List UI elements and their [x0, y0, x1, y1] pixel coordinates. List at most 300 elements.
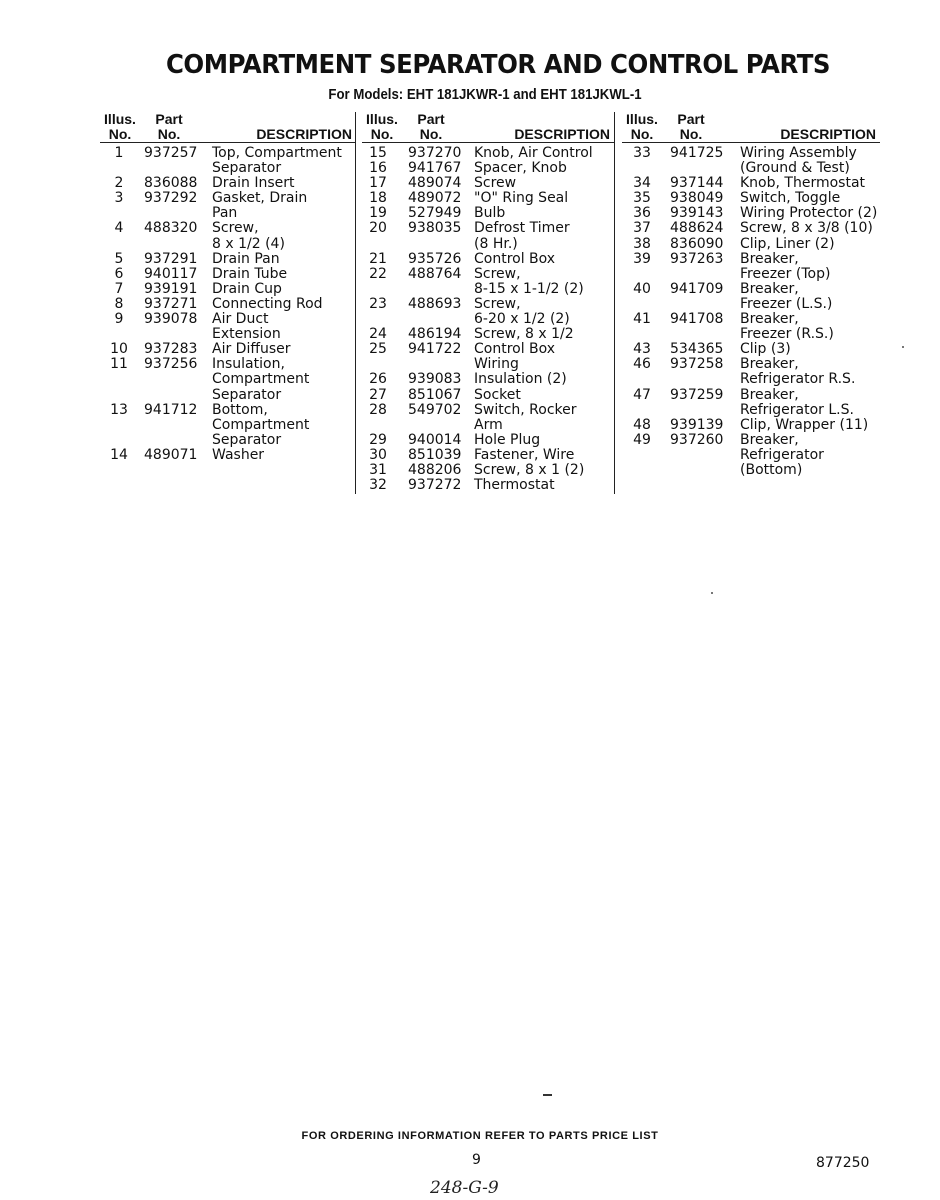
part-description: Freezer (L.S.) — [740, 295, 833, 312]
illus-number: 8 — [114, 295, 124, 312]
table-row — [622, 372, 880, 387]
illus-number: 9 — [114, 311, 124, 328]
illus-number: 49 — [633, 431, 651, 448]
part-number: 939143 — [670, 205, 724, 222]
table-row — [622, 418, 880, 433]
illus-number: 47 — [633, 386, 651, 403]
part-description: Air Diffuser — [212, 341, 291, 358]
page-title: COMPARTMENT SEPARATOR AND CONTROL PARTS — [165, 50, 831, 80]
part-number: 488693 — [408, 295, 462, 312]
part-number: 488624 — [670, 220, 724, 237]
part-number — [394, 282, 474, 297]
table-row — [362, 418, 614, 433]
table-row — [100, 206, 356, 221]
column-divider — [614, 112, 615, 494]
part-description: Drain Tube — [212, 265, 288, 282]
table-row — [100, 146, 356, 161]
table-row — [622, 312, 880, 327]
part-description: Separator — [212, 386, 282, 403]
illus-number: 11 — [110, 356, 128, 373]
table-row — [100, 448, 356, 463]
part-description: Control Box — [474, 250, 556, 267]
part-number — [662, 161, 740, 176]
part-header-line1: Part — [155, 111, 183, 127]
part-description: Refrigerator R.S. — [740, 371, 856, 388]
part-number: 941725 — [670, 145, 724, 161]
illus-header-line2: No. — [630, 126, 654, 142]
part-number: 940117 — [144, 265, 198, 282]
table-row — [100, 418, 356, 433]
illus-number: 5 — [114, 250, 124, 267]
table-row — [622, 161, 880, 176]
part-number: 486194 — [408, 326, 462, 343]
part-number — [662, 463, 740, 478]
part-number — [662, 297, 740, 312]
part-number: 488206 — [408, 461, 462, 478]
illus-number: 35 — [633, 190, 651, 207]
part-number: 937263 — [670, 250, 724, 267]
illus-number — [622, 161, 662, 176]
illus-number: 1 — [114, 145, 124, 161]
part-no-header — [140, 112, 198, 142]
table-row — [100, 176, 356, 191]
part-number — [394, 237, 474, 252]
table-row — [622, 448, 880, 463]
table-row — [362, 463, 614, 478]
column-header — [100, 108, 356, 143]
part-description: Screw — [474, 175, 517, 192]
part-number: 937257 — [144, 145, 198, 161]
table-row — [622, 252, 880, 267]
table-row — [362, 206, 614, 221]
part-number — [138, 372, 212, 387]
part-number: 489071 — [144, 446, 198, 463]
part-number: 937256 — [144, 356, 198, 373]
table-row — [362, 161, 614, 176]
part-description: Breaker, — [740, 431, 799, 448]
page-number: 9 — [472, 1152, 481, 1168]
part-header-line1: Part — [677, 111, 705, 127]
part-number: 940014 — [408, 431, 462, 448]
part-number — [138, 237, 212, 252]
table-row — [362, 357, 614, 372]
illus-number — [100, 206, 138, 221]
part-description: Clip, Wrapper (11) — [740, 416, 869, 433]
illus-number: 36 — [633, 205, 651, 222]
part-number: 937258 — [670, 356, 724, 373]
illus-number: 34 — [633, 175, 651, 192]
illus-header-line2: No. — [108, 126, 132, 142]
table-row — [362, 448, 614, 463]
part-number — [662, 327, 740, 342]
illus-number: 18 — [369, 190, 387, 207]
part-number: 937144 — [670, 175, 724, 192]
part-number: 937271 — [144, 295, 198, 312]
part-number: 488320 — [144, 220, 198, 237]
illus-number: 21 — [369, 250, 387, 267]
part-description: Gasket, Drain — [212, 190, 308, 207]
illus-no-header — [100, 112, 140, 142]
part-number: 941712 — [144, 401, 198, 418]
table-row — [100, 372, 356, 387]
part-number: 941722 — [408, 341, 462, 358]
illus-number: 14 — [110, 446, 128, 463]
illus-number: 2 — [114, 175, 124, 192]
part-header-line2: No. — [419, 126, 443, 142]
part-description: 8-15 x 1-1/2 (2) — [474, 280, 584, 297]
illus-number — [622, 267, 662, 282]
illus-header-line1: Illus. — [626, 111, 658, 127]
illus-number — [100, 327, 138, 342]
part-description: Compartment — [212, 416, 310, 433]
part-number: 527949 — [408, 205, 462, 222]
part-header-line1: Part — [417, 111, 445, 127]
illus-number — [100, 433, 138, 448]
part-description: Clip, Liner (2) — [740, 235, 835, 252]
part-number — [138, 206, 212, 221]
illus-number: 31 — [369, 461, 387, 478]
table-row — [100, 297, 356, 312]
illus-number: 16 — [369, 160, 387, 177]
part-description: (Ground & Test) — [740, 160, 850, 177]
illus-number: 32 — [369, 477, 387, 494]
part-number: 489072 — [408, 190, 462, 207]
parts-rows — [362, 146, 614, 493]
part-description: Breaker, — [740, 250, 799, 267]
column-header — [622, 108, 880, 143]
part-number — [138, 433, 212, 448]
part-description: Breaker, — [740, 280, 799, 297]
part-description: Switch, Rocker — [474, 401, 577, 418]
part-description: (Bottom) — [740, 461, 803, 478]
part-description: Arm — [474, 416, 503, 433]
illus-number: 7 — [114, 280, 124, 297]
stray-speck — [902, 346, 904, 348]
part-description: Breaker, — [740, 311, 799, 328]
table-row — [622, 403, 880, 418]
part-number: 941709 — [670, 280, 724, 297]
part-description: Socket — [474, 386, 521, 403]
illus-no-header — [362, 112, 402, 142]
table-row — [622, 327, 880, 342]
part-description: Knob, Air Control — [474, 145, 593, 161]
part-description: "O" Ring Seal — [474, 190, 569, 207]
part-description: Screw, — [474, 265, 521, 282]
illus-number: 6 — [114, 265, 124, 282]
illus-number: 40 — [633, 280, 651, 297]
illus-number: 24 — [369, 326, 387, 343]
table-row — [100, 237, 356, 252]
table-row — [100, 221, 356, 236]
part-description: Washer — [212, 446, 265, 463]
part-description: Thermostat — [474, 477, 555, 494]
part-header-line2: No. — [679, 126, 703, 142]
description-header: DESCRIPTION — [780, 126, 876, 142]
table-row — [622, 282, 880, 297]
part-number: 488764 — [408, 265, 462, 282]
table-row — [622, 388, 880, 403]
part-description: Breaker, — [740, 386, 799, 403]
illus-number: 19 — [369, 205, 387, 222]
part-description: Separator — [212, 431, 282, 448]
table-row — [100, 403, 356, 418]
table-row — [362, 176, 614, 191]
illus-number: 29 — [369, 431, 387, 448]
illus-number — [622, 327, 662, 342]
part-header-line2: No. — [157, 126, 181, 142]
part-description: Spacer, Knob — [474, 160, 567, 177]
part-description: Screw, — [474, 295, 521, 312]
table-row — [622, 191, 880, 206]
part-number — [394, 312, 474, 327]
part-number: 937291 — [144, 250, 198, 267]
table-row — [362, 372, 614, 387]
description-header: DESCRIPTION — [514, 126, 610, 142]
part-no-header — [662, 112, 720, 142]
stray-speck — [711, 592, 713, 594]
table-row — [362, 237, 614, 252]
illus-number: 22 — [369, 265, 387, 282]
illus-number: 33 — [633, 145, 651, 161]
stray-mark — [543, 1094, 552, 1096]
part-description: 8 x 1/2 (4) — [212, 235, 285, 252]
table-row — [622, 146, 880, 161]
part-number — [662, 372, 740, 387]
handwritten-note: 248-G-9 — [430, 1178, 499, 1198]
part-number — [138, 327, 212, 342]
part-description: Screw, 8 x 1/2 — [474, 326, 574, 343]
table-row — [100, 433, 356, 448]
illus-number: 13 — [110, 401, 128, 418]
part-description: Refrigerator — [740, 446, 824, 463]
illus-number — [100, 161, 138, 176]
part-description: Pan — [212, 205, 238, 222]
part-number — [138, 388, 212, 403]
part-number: 937283 — [144, 341, 198, 358]
illus-number: 4 — [114, 220, 124, 237]
table-row — [100, 161, 356, 176]
part-number: 937270 — [408, 145, 462, 161]
table-row — [362, 312, 614, 327]
table-row — [362, 433, 614, 448]
part-description: Air Duct — [212, 311, 269, 328]
part-description: Wiring Protector (2) — [740, 205, 878, 222]
table-row — [362, 327, 614, 342]
part-description: Screw, 8 x 3/8 (10) — [740, 220, 873, 237]
illus-number: 46 — [633, 356, 651, 373]
table-row — [362, 342, 614, 357]
table-row — [100, 327, 356, 342]
part-description: Defrost Timer — [474, 220, 570, 237]
part-description: Separator — [212, 160, 282, 177]
parts-column-1 — [100, 108, 356, 463]
part-description: Wiring Assembly — [740, 145, 857, 161]
document-number: 877250 — [816, 1155, 870, 1171]
illus-number: 43 — [633, 341, 651, 358]
illus-no-header — [622, 112, 662, 142]
parts-rows — [622, 146, 880, 478]
part-description: Hole Plug — [474, 431, 541, 448]
illus-number: 38 — [633, 235, 651, 252]
part-description: Drain Pan — [212, 250, 280, 267]
part-description: Screw, — [212, 220, 259, 237]
table-row — [362, 478, 614, 493]
illus-number: 41 — [633, 311, 651, 328]
table-row — [362, 282, 614, 297]
part-number: 939191 — [144, 280, 198, 297]
illus-number: 37 — [633, 220, 651, 237]
illus-number — [100, 388, 138, 403]
part-description: Freezer (R.S.) — [740, 326, 834, 343]
part-number: 937259 — [670, 386, 724, 403]
illus-number — [622, 403, 662, 418]
part-number: 939139 — [670, 416, 724, 433]
table-row — [100, 282, 356, 297]
part-number: 489074 — [408, 175, 462, 192]
illus-number: 3 — [114, 190, 124, 207]
part-number: 534365 — [670, 341, 724, 358]
part-number — [662, 403, 740, 418]
illus-number: 23 — [369, 295, 387, 312]
part-number: 941708 — [670, 311, 724, 328]
part-no-header — [402, 112, 460, 142]
parts-column-2 — [362, 108, 614, 493]
part-description: Screw, 8 x 1 (2) — [474, 461, 585, 478]
table-row — [362, 146, 614, 161]
illus-number: 48 — [633, 416, 651, 433]
table-row — [100, 342, 356, 357]
illus-number — [100, 372, 138, 387]
illus-number: 30 — [369, 446, 387, 463]
part-description: Bulb — [474, 205, 506, 222]
illus-number: 17 — [369, 175, 387, 192]
part-description: Drain Insert — [212, 175, 295, 192]
part-description: Top, Compartment — [212, 145, 342, 161]
ordering-note: FOR ORDERING INFORMATION REFER TO PARTS PRICE LIST — [301, 1130, 659, 1142]
table-row — [362, 388, 614, 403]
part-description: Bottom, — [212, 401, 268, 418]
part-number: 938035 — [408, 220, 462, 237]
part-description: Extension — [212, 326, 281, 343]
illus-number — [622, 463, 662, 478]
table-row — [622, 357, 880, 372]
illus-header-line1: Illus. — [366, 111, 398, 127]
part-description: Drain Cup — [212, 280, 282, 297]
table-row — [362, 297, 614, 312]
table-row — [362, 267, 614, 282]
description-header: DESCRIPTION — [256, 126, 352, 142]
part-description: 6-20 x 1/2 (2) — [474, 311, 570, 328]
illus-number — [362, 418, 394, 433]
part-number — [138, 418, 212, 433]
table-row — [100, 252, 356, 267]
page-subtitle: For Models: EHT 181JKWR-1 and EHT 181JKWL-1 — [328, 86, 642, 103]
table-row — [100, 267, 356, 282]
illus-number: 20 — [369, 220, 387, 237]
illus-number: 39 — [633, 250, 651, 267]
illus-number — [100, 237, 138, 252]
part-number: 937260 — [670, 431, 724, 448]
illus-header-line1: Illus. — [104, 111, 136, 127]
illus-number — [622, 448, 662, 463]
parts-column-3 — [622, 108, 880, 478]
part-number: 938049 — [670, 190, 724, 207]
part-description: Compartment — [212, 371, 310, 388]
illus-number: 26 — [369, 371, 387, 388]
parts-rows — [100, 146, 356, 463]
part-number: 851039 — [408, 446, 462, 463]
table-row — [100, 388, 356, 403]
table-row — [362, 221, 614, 236]
table-row — [622, 342, 880, 357]
part-number: 935726 — [408, 250, 462, 267]
illus-header-line2: No. — [370, 126, 394, 142]
table-row — [100, 191, 356, 206]
illus-number: 28 — [369, 401, 387, 418]
part-description: Freezer (Top) — [740, 265, 831, 282]
illus-number — [362, 282, 394, 297]
part-description: Wiring — [474, 356, 519, 373]
table-row — [622, 297, 880, 312]
table-row — [362, 191, 614, 206]
illus-number: 25 — [369, 341, 387, 358]
table-row — [622, 463, 880, 478]
part-description: Switch, Toggle — [740, 190, 841, 207]
part-number: 937292 — [144, 190, 198, 207]
table-row — [622, 267, 880, 282]
part-description: Control Box — [474, 341, 556, 358]
illus-number: 27 — [369, 386, 387, 403]
part-number — [138, 161, 212, 176]
table-row — [622, 176, 880, 191]
table-row — [100, 357, 356, 372]
part-description: Insulation, — [212, 356, 285, 373]
table-row — [622, 237, 880, 252]
illus-number — [362, 357, 394, 372]
table-row — [622, 433, 880, 448]
illus-number — [362, 237, 394, 252]
part-number: 836090 — [670, 235, 724, 252]
part-description: Breaker, — [740, 356, 799, 373]
part-number: 939083 — [408, 371, 462, 388]
part-description: Fastener, Wire — [474, 446, 575, 463]
part-number: 937272 — [408, 477, 462, 494]
table-row — [362, 403, 614, 418]
illus-number — [622, 372, 662, 387]
table-row — [622, 206, 880, 221]
table-row — [362, 252, 614, 267]
part-number: 549702 — [408, 401, 462, 418]
part-number: 941767 — [408, 160, 462, 177]
part-number — [662, 267, 740, 282]
illus-number: 10 — [110, 341, 128, 358]
part-number — [662, 448, 740, 463]
illus-number — [622, 297, 662, 312]
column-header — [362, 108, 614, 143]
part-number: 939078 — [144, 311, 198, 328]
part-description: Knob, Thermostat — [740, 175, 866, 192]
part-description: Clip (3) — [740, 341, 791, 358]
illus-number — [362, 312, 394, 327]
illus-number: 15 — [369, 145, 387, 161]
part-number — [394, 418, 474, 433]
part-number — [394, 357, 474, 372]
illus-number — [100, 418, 138, 433]
part-number: 851067 — [408, 386, 462, 403]
part-description: Refrigerator L.S. — [740, 401, 854, 418]
part-description: Insulation (2) — [474, 371, 567, 388]
table-row — [622, 221, 880, 236]
